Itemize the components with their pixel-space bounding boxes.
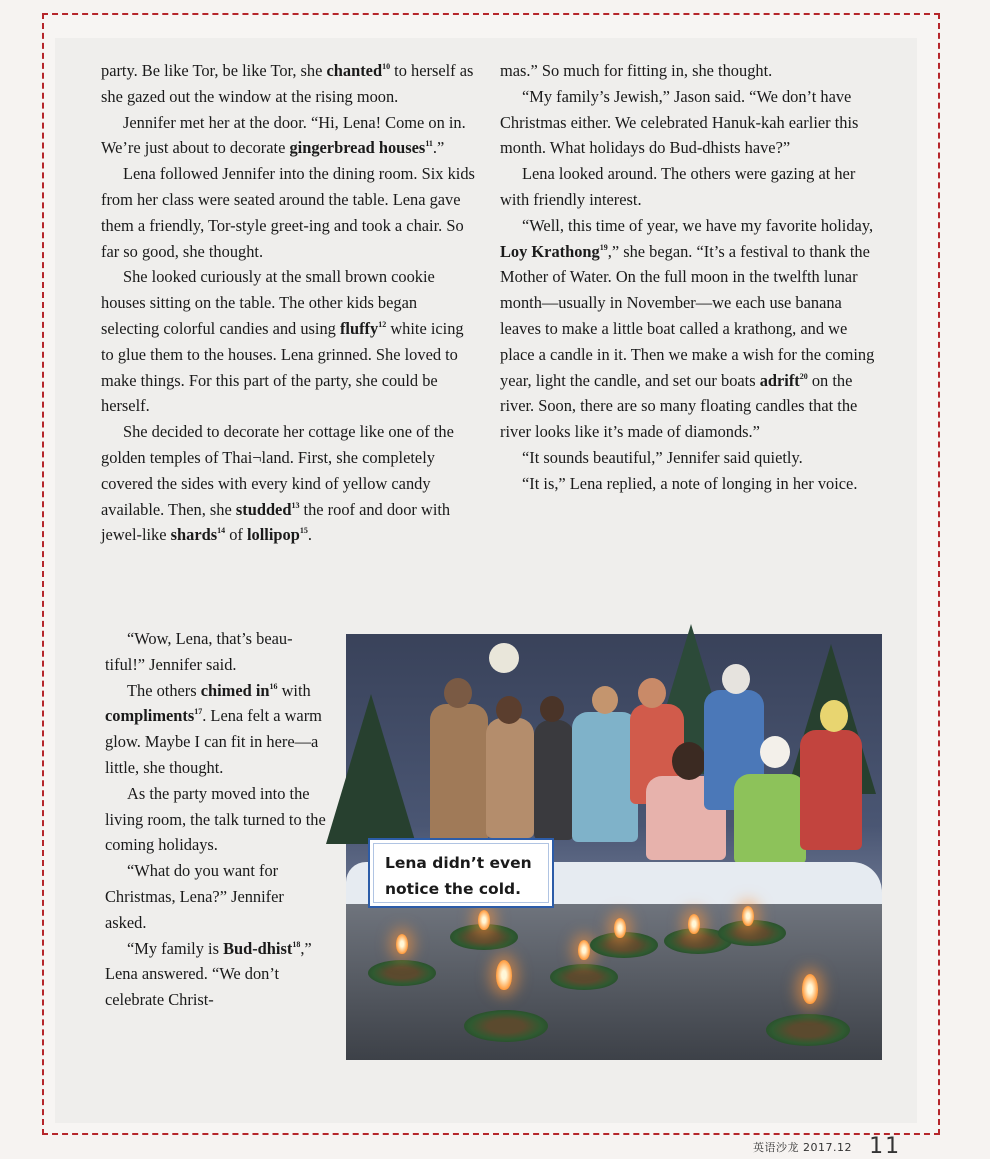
candle-flame — [614, 918, 626, 938]
candle-flame — [742, 906, 754, 926]
footnote-number: 14 — [217, 526, 226, 536]
vocab-word: Loy Krathong — [500, 241, 600, 261]
pine-tree — [326, 694, 416, 844]
footnote-number: 17 — [194, 707, 203, 717]
right-column — [500, 58, 880, 497]
footnote-number: 19 — [599, 242, 608, 252]
caption-line: Lena didn’t even — [385, 854, 532, 872]
krathong-boat — [464, 1010, 548, 1042]
paragraph: “Well, this time of year, we have my favorite holiday, Loy Krathong$^{19}$,” she began. “It’s a festival to thank the Mother of Water. On the full moon in the twelfth lunar month—usually in November—we each use banana leaves to make a little boat called a krathong, and we place a candle in it. Then we make a wish for the coming year, light the candle, and set our boats adrift$^{20}$ on the river. Soon, there are so many floating candles that the river looks like it’s made of diamonds.” — [500, 215, 875, 442]
vocab-word: Bud-dhist — [223, 938, 293, 958]
child-head — [592, 686, 618, 714]
vocab-word: gingerbread houses — [289, 138, 426, 158]
paragraph: She looked curiously at the small brown cookie houses sitting on the table. The other kids began selecting colorful candies and using fluffy$^{12}$ white icing to glue them to the houses. Lena grinned. She loved to make things. For this part of the party, she could be herself. — [101, 267, 464, 416]
vocab-word: studded — [235, 499, 292, 519]
krathong-boat — [368, 960, 436, 986]
child-figure — [486, 718, 534, 838]
candle-flame — [478, 910, 490, 930]
child-figure — [734, 774, 806, 864]
candle-flame — [688, 914, 700, 934]
magazine-page — [55, 38, 917, 1159]
child-figure — [430, 704, 488, 844]
candle-flame — [802, 974, 818, 1004]
paragraph: Lena followed Jennifer into the dining room. Six kids from her class were seated around the table. Lena gave them a friendly, Tor-style greet-ing and took a chair. So far so good, she thought. — [101, 164, 475, 261]
child-figure — [800, 730, 862, 850]
candle-flame — [578, 940, 590, 960]
caption-line: notice the cold. — [385, 880, 521, 898]
paragraph: As the party moved into the living room, the talk turned to the coming holidays. — [105, 783, 326, 855]
child-figure — [572, 712, 638, 842]
page-footer — [753, 1132, 901, 1157]
child-head — [444, 678, 472, 708]
paragraph: “My family’s Jewish,” Jason said. “We don’t have Christmas either. We celebrated Hanuk-kah earlier this month. What holidays do Bud-dhists have?” — [500, 86, 859, 158]
illustration-caption — [368, 838, 554, 908]
vocab-word: shards — [170, 525, 218, 545]
vocab-word: adrift — [759, 370, 800, 390]
paragraph: “Wow, Lena, that’s beau-tiful!” Jennifer said. — [105, 629, 293, 674]
krathong-boat — [766, 1014, 850, 1046]
vocab-word: compliments — [105, 706, 195, 726]
footnote-number: 11 — [425, 139, 433, 149]
paragraph: “It sounds beautiful,” Jennifer said quietly. — [522, 447, 803, 467]
child-head — [760, 736, 790, 768]
story-illustration — [346, 634, 882, 1060]
child-figure — [534, 720, 574, 840]
vocab-word: lollipop — [246, 525, 300, 545]
narrow-column — [105, 626, 327, 1013]
page-number: 11 — [869, 1134, 902, 1159]
vocab-word: chanted — [326, 61, 383, 80]
paragraph: “What do you want for Christmas, Lena?” Jennifer asked. — [105, 861, 284, 932]
footnote-number: 13 — [291, 500, 300, 510]
krathong-boat — [550, 964, 618, 990]
paragraph: party. Be like Tor, be like Tor, she chanted$^{10}$ to herself as she gazed out the window at the rising moon. — [101, 61, 474, 106]
child-head — [722, 664, 750, 694]
paragraph: The others chimed $in^{16}$ with compliments$^{17}$. Lena felt a warm glow. Maybe I can fit in here—a little, she thought. — [105, 680, 322, 777]
magazine-issue: 英语沙龙 2017.12 — [753, 1141, 852, 1154]
candle-flame — [496, 960, 512, 990]
paragraph: mas.” So much for fitting in, she thought. — [500, 61, 773, 80]
footnote-number: 16 — [269, 681, 278, 691]
vocab-word: fluffy — [339, 318, 379, 338]
paragraph: Jennifer met her at the door. “Hi, Lena! Come on in. We’re just about to decorate gingerbread houses$^{11}$.” — [101, 112, 466, 158]
footnote-number: 10 — [382, 62, 391, 71]
child-head — [672, 742, 706, 780]
vocab-word: chimed in — [200, 680, 270, 700]
child-head — [540, 696, 564, 722]
moon — [489, 643, 519, 673]
paragraph: Lena looked around. The others were gazing at her with friendly interest. — [500, 164, 856, 209]
child-head — [820, 700, 848, 732]
candle-flame — [396, 934, 408, 954]
left-column — [101, 58, 479, 548]
paragraph: “My family is Bud-dhist$^{18}$,” Lena answered. “We don’t celebrate Christ- — [105, 938, 312, 1010]
child-head — [638, 678, 666, 708]
footnote-number: 15 — [299, 526, 308, 536]
footnote-number: 12 — [378, 319, 387, 329]
footnote-number: 20 — [799, 371, 808, 381]
child-head — [496, 696, 522, 724]
paragraph: “It is,” Lena replied, a note of longing in her voice. — [522, 473, 858, 493]
footnote-number: 18 — [292, 939, 301, 949]
paragraph: She decided to decorate her cottage like one of the golden temples of Thai¬land. First, she completely covered the sides with every kind of yellow candy available. Then, she studded$^{13}$ the roof and door with jewel-like shards$^{14}$ of lollipop$^{15}$. — [101, 422, 454, 545]
